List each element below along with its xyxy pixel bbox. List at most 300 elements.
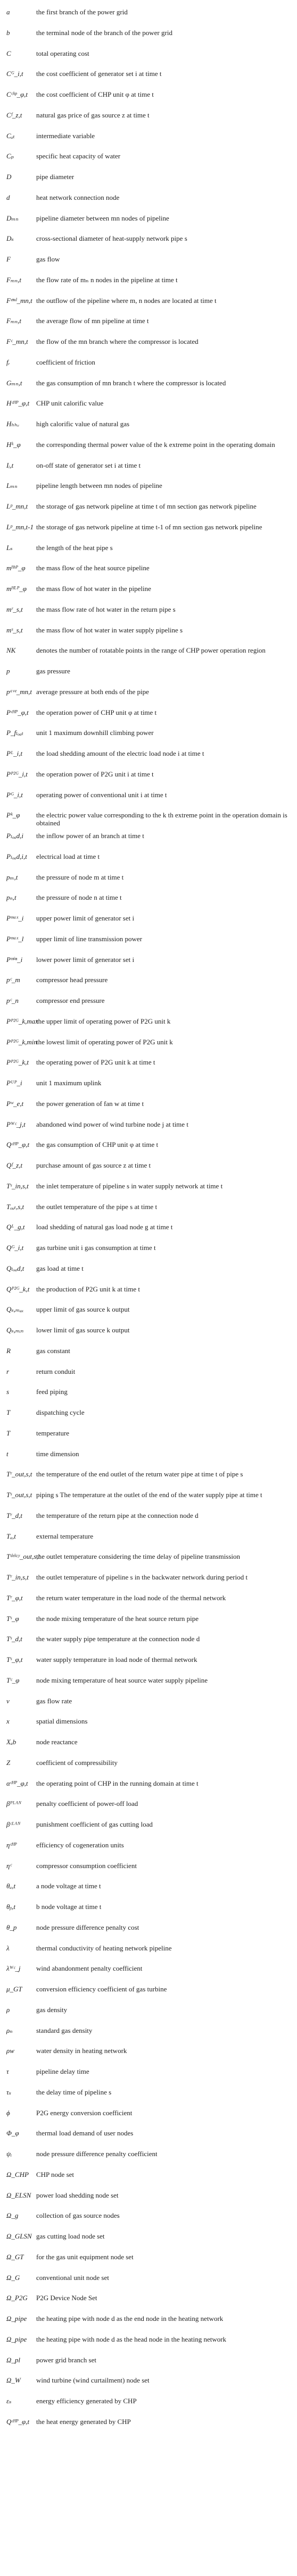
description: the outlet temperature of the pipe s at time t — [36, 1202, 158, 1211]
nomenclature-entry — [0, 2332, 297, 2352]
symbol: Qₛ,ₘᵢₙ — [6, 1326, 24, 1334]
description: the water supply pipe temperature at the connection node d — [36, 1635, 200, 1643]
symbol: Qᴾ²ᴳ_k,t — [6, 1285, 30, 1293]
description: time dimension — [36, 1449, 79, 1458]
nomenclature-entry — [0, 993, 297, 1013]
symbol: Dₘₙ — [6, 214, 19, 222]
description: compressor head pressure — [36, 976, 108, 984]
nomenclature-entry — [0, 1508, 297, 1528]
description: gas density — [36, 2005, 68, 2014]
description: gas flow — [36, 255, 60, 263]
symbol: mᴴˢᴾ_φ — [6, 564, 26, 572]
nomenclature-entry — [0, 1013, 297, 1034]
nomenclature-entry — [0, 1776, 297, 1796]
nomenclature-entry — [0, 1899, 297, 1920]
description: spatial dimensions — [36, 1717, 88, 1726]
symbol: Hᶜᴴᴾ_φ,t — [6, 399, 30, 408]
nomenclature-entry — [0, 1425, 297, 1446]
symbol: Pᴸ_i,t — [6, 749, 23, 757]
description: the operation power of CHP unit φ at time t — [36, 708, 157, 716]
nomenclature-entry — [0, 128, 297, 149]
symbol: Iᵢ,t — [6, 461, 14, 469]
nomenclature-entry — [0, 2146, 297, 2167]
nomenclature-entry — [0, 2105, 297, 2126]
nomenclature-entry — [0, 705, 297, 725]
symbol: Cₐₜ — [6, 131, 15, 140]
description: water supply temperature in load node of thermal network — [36, 1656, 197, 1663]
nomenclature-entry — [0, 1096, 297, 1117]
symbol: βᶜᴸᴬᴺ — [6, 1820, 21, 1828]
symbol: Qᴳ_i,t — [6, 1244, 24, 1252]
nomenclature-entry — [0, 581, 297, 602]
nomenclature-entry — [0, 1178, 297, 1199]
nomenclature-entry — [0, 1343, 297, 1364]
symbol: μ_GT — [6, 1985, 22, 1993]
description: power load shedding node set — [36, 2191, 119, 2199]
description: coefficient of friction — [36, 358, 95, 366]
nomenclature-entry — [0, 684, 297, 705]
nomenclature-entry — [0, 1322, 297, 1343]
symbol: Ω_pipe — [6, 2315, 27, 2322]
symbol: R — [6, 1346, 11, 1355]
symbol: Pᶜᴴᴾ_φ,t — [6, 708, 29, 716]
description: pipeline diameter between mn nodes of pipeline — [36, 214, 169, 222]
description: gas turbine unit i gas consumption at time t — [36, 1244, 156, 1252]
nomenclature-entry — [0, 1920, 297, 1940]
symbol: Dₛ — [6, 234, 14, 243]
description: wind abandonment penalty coefficient — [36, 1964, 143, 1973]
nomenclature-entry — [0, 1487, 297, 1508]
description: the length of the heat pipe s — [36, 543, 113, 552]
symbol: Ω_CHP — [6, 2170, 29, 2178]
nomenclature-entry — [0, 560, 297, 581]
symbol: p — [6, 667, 10, 675]
nomenclature-entry — [0, 1796, 297, 1817]
nomenclature-entry — [0, 1364, 297, 1384]
symbol: Pᴾ²ᴳ_k,t — [6, 1058, 29, 1067]
nomenclature-entry — [0, 1261, 297, 1281]
description: the outflow of the pipeline where m, n nodes are located at time t — [36, 296, 217, 305]
description: the temperature of the return pipe at the connection node d — [36, 1511, 199, 1519]
nomenclature-entry — [0, 2270, 297, 2291]
nomenclature-entry — [0, 1219, 297, 1240]
description: the pressure of node m at time t — [36, 873, 124, 881]
nomenclature-entry — [0, 952, 297, 973]
symbol: Tₐ,t — [6, 1532, 16, 1540]
symbol: Pᴾ²ᴳ_i,t — [6, 770, 28, 778]
symbol: Pᵐᵃˣ_l — [6, 934, 24, 943]
symbol: x — [6, 1717, 10, 1726]
description: denotes the number of rotatable points in the range of CHP power operation region — [36, 646, 266, 655]
nomenclature-entry — [0, 2125, 297, 2146]
description: purchase amount of gas source z at time t — [36, 1161, 151, 1169]
description: dispatching cycle — [36, 1408, 85, 1416]
nomenclature-entry — [0, 1611, 297, 1632]
description: the node mixing temperature of the heat source return pipe — [36, 1614, 199, 1623]
nomenclature-entry — [0, 1878, 297, 1899]
description: the storage of gas network pipeline at time t of mn section gas network pipeline — [36, 502, 257, 510]
description: temperature — [36, 1429, 70, 1437]
symbol: Pᵏ_φ — [6, 811, 20, 820]
nomenclature-entry — [0, 1940, 297, 1961]
description: the gas consumption of CHP unit φ at time t — [36, 1141, 159, 1149]
description: load shedding of natural gas load node g at time t — [36, 1223, 173, 1231]
symbol: Tˢ_d,t — [6, 1635, 22, 1643]
nomenclature-entry — [0, 1981, 297, 2002]
description: the operating power of P2G unit k at time t — [36, 1058, 155, 1067]
description: return conduit — [36, 1367, 76, 1375]
description: upper power limit of generator set i — [36, 914, 135, 922]
nomenclature-entry — [0, 2393, 297, 2414]
description: the flow rate of mₙ n nodes in the pipeline at time t — [36, 275, 178, 284]
symbol: θᵦ,t — [6, 1903, 15, 1911]
nomenclature-entry — [0, 1590, 297, 1611]
symbol: θ_p — [6, 1923, 17, 1931]
description: the outlet temperature of pipeline s in the backwater network during period t — [36, 1573, 248, 1581]
description: the operating point of CHP in the running domain at time t — [36, 1779, 199, 1787]
description: the production of P2G unit k at time t — [36, 1285, 140, 1293]
nomenclature-entry — [0, 910, 297, 931]
nomenclature-entry — [0, 458, 297, 478]
description: the corresponding thermal power value of the k extreme point in the operating domain — [36, 440, 275, 449]
nomenclature-entry — [0, 1075, 297, 1096]
symbol: Ω_pl — [6, 2355, 21, 2364]
description: unit 1 maximum uplink — [36, 1079, 102, 1087]
description: the cost coefficient of CHP unit φ at time t — [36, 90, 154, 98]
nomenclature-entry — [0, 746, 297, 766]
nomenclature-entry — [0, 1446, 297, 1467]
symbol: P_fₗₒₐₜ — [6, 729, 23, 737]
nomenclature-entry — [0, 2084, 297, 2105]
description: the heat energy generated by CHP — [36, 2417, 131, 2426]
nomenclature-entry — [0, 1693, 297, 1714]
nomenclature-entry — [0, 2188, 297, 2208]
symbol: Fₘₙ,t — [6, 317, 22, 325]
description: the upper limit of operating power of P2G unit k — [36, 1017, 171, 1025]
symbol: Tʳ_φ,t — [6, 1593, 23, 1602]
nomenclature-entry — [0, 766, 297, 787]
nomenclature-entry — [0, 2023, 297, 2043]
description: the cost coefficient of generator set i at time t — [36, 70, 162, 78]
nomenclature-entry — [0, 66, 297, 87]
description: feed piping — [36, 1388, 68, 1396]
symbol: b — [6, 28, 10, 37]
symbol: Gₘₙ,t — [6, 378, 22, 387]
nomenclature-entry — [0, 622, 297, 643]
symbol: Lᵖ_mn,t — [6, 502, 28, 510]
nomenclature-entry — [0, 643, 297, 663]
nomenclature-entry — [0, 1631, 297, 1652]
nomenclature-entry — [0, 1137, 297, 1158]
nomenclature-entry — [0, 2043, 297, 2064]
symbol: Lₛ — [6, 543, 13, 552]
description: node pressure difference penalty cost — [36, 1923, 139, 1931]
symbol: Fᶜ_mn,t — [6, 337, 28, 345]
nomenclature-entry — [0, 1652, 297, 1673]
symbol: Tˢ_in,s,t — [6, 1181, 29, 1190]
description: gas constant — [36, 1346, 70, 1355]
description: the mass flow rate of hot water in the return pipe s — [36, 605, 176, 613]
symbol: Pʷ_e,t — [6, 1099, 24, 1108]
description: piping s The temperature at the outlet of the end of the water supply pipe at time t — [36, 1491, 262, 1499]
symbol: θₐ,t — [6, 1882, 16, 1890]
description: the load shedding amount of the electric load node i at time t — [36, 749, 204, 757]
symbol: mᴴᴸᴾ_φ — [6, 585, 27, 593]
symbol: Hᵏ_φ — [6, 440, 21, 449]
symbol: Ω_W — [6, 2376, 21, 2385]
symbol: pᵃᵛᵉ_mn,t — [6, 687, 32, 696]
description: power grid branch set — [36, 2355, 96, 2364]
description: P2G Device Node Set — [36, 2294, 97, 2302]
description: P2G energy conversion coefficient — [36, 2108, 133, 2117]
symbol: Tₒᵤₜ,s,t — [6, 1202, 24, 1211]
description: the return water temperature in the load node of the thermal network — [36, 1593, 226, 1602]
description: natural gas price of gas source z at time t — [36, 111, 150, 119]
nomenclature-entry — [0, 1302, 297, 1322]
description: the mass flow of hot water in the pipeline — [36, 585, 151, 593]
symbol: ηᶜ — [6, 1861, 12, 1870]
nomenclature-entry — [0, 210, 297, 231]
symbol: T — [6, 1408, 11, 1416]
nomenclature-entry — [0, 354, 297, 375]
description: heat network connection node — [36, 193, 120, 201]
nomenclature-entry — [0, 293, 297, 314]
symbol: pₘ,t — [6, 873, 18, 881]
nomenclature-entry — [0, 2290, 297, 2311]
symbol: βᴾᴸᴬᴺ — [6, 1800, 22, 1808]
nomenclature-entry — [0, 2311, 297, 2332]
symbol: Qₛ,ₘₐₓ — [6, 1305, 24, 1314]
description: pipeline delay time — [36, 2067, 89, 2075]
symbol: pₙ,t — [6, 893, 16, 902]
description: the terminal node of the branch of the power grid — [36, 28, 172, 37]
description: unit 1 maximum downhill climbing power — [36, 729, 154, 737]
description: standard gas density — [36, 2026, 93, 2034]
symbol: D — [6, 173, 12, 181]
description: node pressure difference penalty coefficient — [36, 2150, 158, 2158]
symbol: mˢ_s,t — [6, 626, 23, 634]
symbol: Tᵈᵉˡᵃʸ_out,s,t — [6, 1552, 40, 1561]
nomenclature-entry — [0, 87, 297, 107]
symbol: Ω_pipe — [6, 2335, 27, 2343]
description: compressor consumption coefficient — [36, 1861, 137, 1870]
nomenclature-entry — [0, 869, 297, 890]
symbol: Cᶠ_z,t — [6, 111, 22, 119]
nomenclature-entry — [0, 1528, 297, 1549]
description: efficiency of cogeneration units — [36, 1840, 124, 1849]
nomenclature-entry — [0, 890, 297, 910]
nomenclature-entry — [0, 2228, 297, 2249]
description: node reactance — [36, 1738, 78, 1746]
description: pipeline length between mn nodes of pipeline — [36, 482, 162, 490]
nomenclature-entry — [0, 2002, 297, 2023]
description: pipe diameter — [36, 173, 75, 181]
description: gas flow rate — [36, 1696, 72, 1705]
nomenclature-entry — [0, 2064, 297, 2084]
symbol: ηᶜᴴᴾ — [6, 1840, 17, 1849]
nomenclature-entry — [0, 1858, 297, 1879]
symbol: Φ_φ — [6, 2129, 19, 2138]
symbol: Pᵂᶜ_j,t — [6, 1120, 26, 1128]
symbol: εₛ — [6, 2397, 12, 2405]
symbol: Cₚ — [6, 152, 14, 161]
symbol: pᶜ_n — [6, 996, 19, 1004]
symbol: Pᴾ²ᴳ_k,min — [6, 1037, 37, 1046]
description: the mass flow of hot water in water supply pipeline s — [36, 626, 183, 634]
nomenclature-entry — [0, 1961, 297, 1981]
description: the power generation of fan w at time t — [36, 1099, 144, 1108]
symbol: τ — [6, 2067, 9, 2075]
nomenclature-entry — [0, 828, 297, 849]
nomenclature-entry — [0, 2208, 297, 2228]
symbol: Xₐb — [6, 1738, 16, 1746]
symbol: αᶜᴴᴾ_φ,t — [6, 1779, 28, 1787]
symbol: Tʳ_out,s,t — [6, 1470, 32, 1479]
nomenclature-entry — [0, 1117, 297, 1137]
nomenclature-entry — [0, 663, 297, 684]
description: electrical load at time t — [36, 852, 100, 860]
nomenclature-entry — [0, 272, 297, 293]
symbol: Fₘₙ,t — [6, 275, 22, 284]
nomenclature-entry — [0, 787, 297, 808]
description: a node voltage at time t — [36, 1882, 101, 1890]
description: the storage of gas network pipeline at time t-1 of mn section gas network pipeline — [36, 522, 262, 531]
description: the inlet temperature of pipeline s in water supply network at time t — [36, 1181, 223, 1190]
description: coefficient of compressibility — [36, 1758, 118, 1767]
symbol: Pᴾ²ᴳ_k,max — [6, 1017, 39, 1025]
nomenclature-entry — [0, 931, 297, 952]
description: thermal load demand of user nodes — [36, 2129, 134, 2138]
symbol: Tˢ_φ — [6, 1614, 19, 1623]
nomenclature-entry — [0, 972, 297, 993]
description: b node voltage at time t — [36, 1903, 102, 1911]
symbol: Pₗₒₐd,i — [6, 832, 23, 840]
symbol: a — [6, 8, 10, 16]
symbol: τₛ — [6, 2088, 12, 2096]
symbol: ϕ — [6, 2108, 10, 2117]
symbol: λ — [6, 1944, 10, 1952]
symbol: Pᵐⁱⁿ_i — [6, 955, 23, 964]
description: gas cutting load node set — [36, 2232, 105, 2240]
nomenclature-entry — [0, 169, 297, 190]
nomenclature-entry — [0, 107, 297, 128]
symbol: Qᶜᴴᴾ_φ,t — [6, 2417, 30, 2426]
symbol: Qᶠ_z,t — [6, 1161, 23, 1169]
description: upper limit of line transmission power — [36, 934, 142, 943]
nomenclature-entry — [0, 334, 297, 354]
nomenclature-entry — [0, 251, 297, 272]
symbol: Ω_P2G — [6, 2294, 28, 2302]
nomenclature-entry — [0, 2167, 297, 2188]
symbol: Ω_ELSN — [6, 2191, 31, 2199]
description: conventional unit node set — [36, 2273, 109, 2282]
description: node mixing temperature of heat source water supply pipeline — [36, 1676, 208, 1684]
description: punishment coefficient of gas cutting load — [36, 1820, 153, 1828]
description: the flow of the mn branch where the compressor is located — [36, 337, 199, 345]
nomenclature-entry — [0, 1158, 297, 1178]
symbol: s — [6, 1388, 10, 1396]
nomenclature-entry — [0, 375, 297, 396]
description: the temperature of the end outlet of the return water pipe at time t of pipe s — [36, 1470, 243, 1479]
nomenclature-entry — [0, 1405, 297, 1425]
symbol: ρₙ — [6, 2026, 13, 2034]
description: specific heat capacity of water — [36, 152, 121, 161]
description: compressor end pressure — [36, 996, 105, 1004]
nomenclature-entry — [0, 2372, 297, 2393]
symbol: T — [6, 1429, 11, 1437]
description: thermal conductivity of heating network pipeline — [36, 1944, 172, 1952]
symbol: NK — [6, 646, 16, 655]
description: the electric power value corresponding to the k th extreme point in the operation domain is obtained — [36, 811, 287, 827]
symbol: d — [6, 193, 10, 201]
nomenclature-entry — [0, 437, 297, 458]
symbol: Tᶜ_φ — [6, 1676, 20, 1684]
symbol: Qₗₒₐd,t — [6, 1264, 24, 1272]
symbol: C — [6, 49, 11, 57]
description: collection of gas source nodes — [36, 2211, 120, 2220]
symbol: Tʳ_in,s,t — [6, 1573, 29, 1581]
description: conversion efficiency coefficient of gas turbine — [36, 1985, 167, 1993]
description: CHP node set — [36, 2170, 75, 2178]
description: penalty coefficient of power-off load — [36, 1800, 138, 1808]
symbol: ψᵢ — [6, 2150, 12, 2158]
nomenclature-entry — [0, 1034, 297, 1055]
description: the mass flow of the heat source pipeline — [36, 564, 150, 572]
description: on-off state of generator set i at time t — [36, 461, 141, 469]
symbol: Ω_GLSN — [6, 2232, 32, 2240]
description: the operation power of P2G unit i at time t — [36, 770, 154, 778]
nomenclature-entry — [0, 1569, 297, 1590]
symbol: ρw — [6, 2047, 14, 2055]
symbol: Hₕₕᵥ — [6, 420, 20, 428]
symbol: Qᴸ_g,t — [6, 1223, 25, 1231]
nomenclature-entry — [0, 148, 297, 169]
symbol: Ω_G — [6, 2273, 20, 2282]
description: lower power limit of generator set i — [36, 955, 135, 964]
description: average pressure at both ends of the pipe — [36, 687, 149, 696]
description: lower limit of gas source k output — [36, 1326, 130, 1334]
symbol: Qᶜᴴᴾ_φ,t — [6, 1141, 30, 1149]
description: the delay time of pipeline s — [36, 2088, 112, 2096]
nomenclature-entry — [0, 1837, 297, 1858]
symbol: Pᵁᴾ_i — [6, 1079, 22, 1087]
description: the heating pipe with node d as the end node in the heating network — [36, 2315, 224, 2322]
nomenclature-entry — [0, 1199, 297, 1220]
description: CHP unit calorific value — [36, 399, 104, 408]
symbol: Pₗₒₐd,i,t — [6, 852, 27, 860]
description: external temperature — [36, 1532, 94, 1540]
description: total operating cost — [36, 49, 89, 57]
symbol: Ω_GT — [6, 2252, 24, 2261]
nomenclature-entry — [0, 46, 297, 66]
description: energy efficiency generated by CHP — [36, 2397, 137, 2405]
description: cross-sectional diameter of heat-supply network pipe s — [36, 234, 187, 243]
symbol: λᵂᶜ_j — [6, 1964, 21, 1973]
symbol: Z — [6, 1758, 11, 1767]
symbol: Lᵖ_mn,t-1 — [6, 522, 34, 531]
nomenclature-entry — [0, 313, 297, 334]
nomenclature-entry — [0, 849, 297, 869]
description: the lowest limit of operating power of P2G unit k — [36, 1037, 173, 1046]
description: the outlet temperature considering the time delay of pipeline transmission — [36, 1552, 241, 1561]
nomenclature-entry — [0, 499, 297, 519]
nomenclature-entry — [0, 2352, 297, 2373]
description: the heating pipe with node d as the head node in the heating network — [36, 2335, 227, 2343]
symbol: Tˢ_out,s,t — [6, 1491, 32, 1499]
symbol: Tˢ_φ,t — [6, 1656, 23, 1663]
symbol: Fᵉⁿᵈ_mn,t — [6, 296, 32, 305]
nomenclature-entry — [0, 2414, 297, 2435]
